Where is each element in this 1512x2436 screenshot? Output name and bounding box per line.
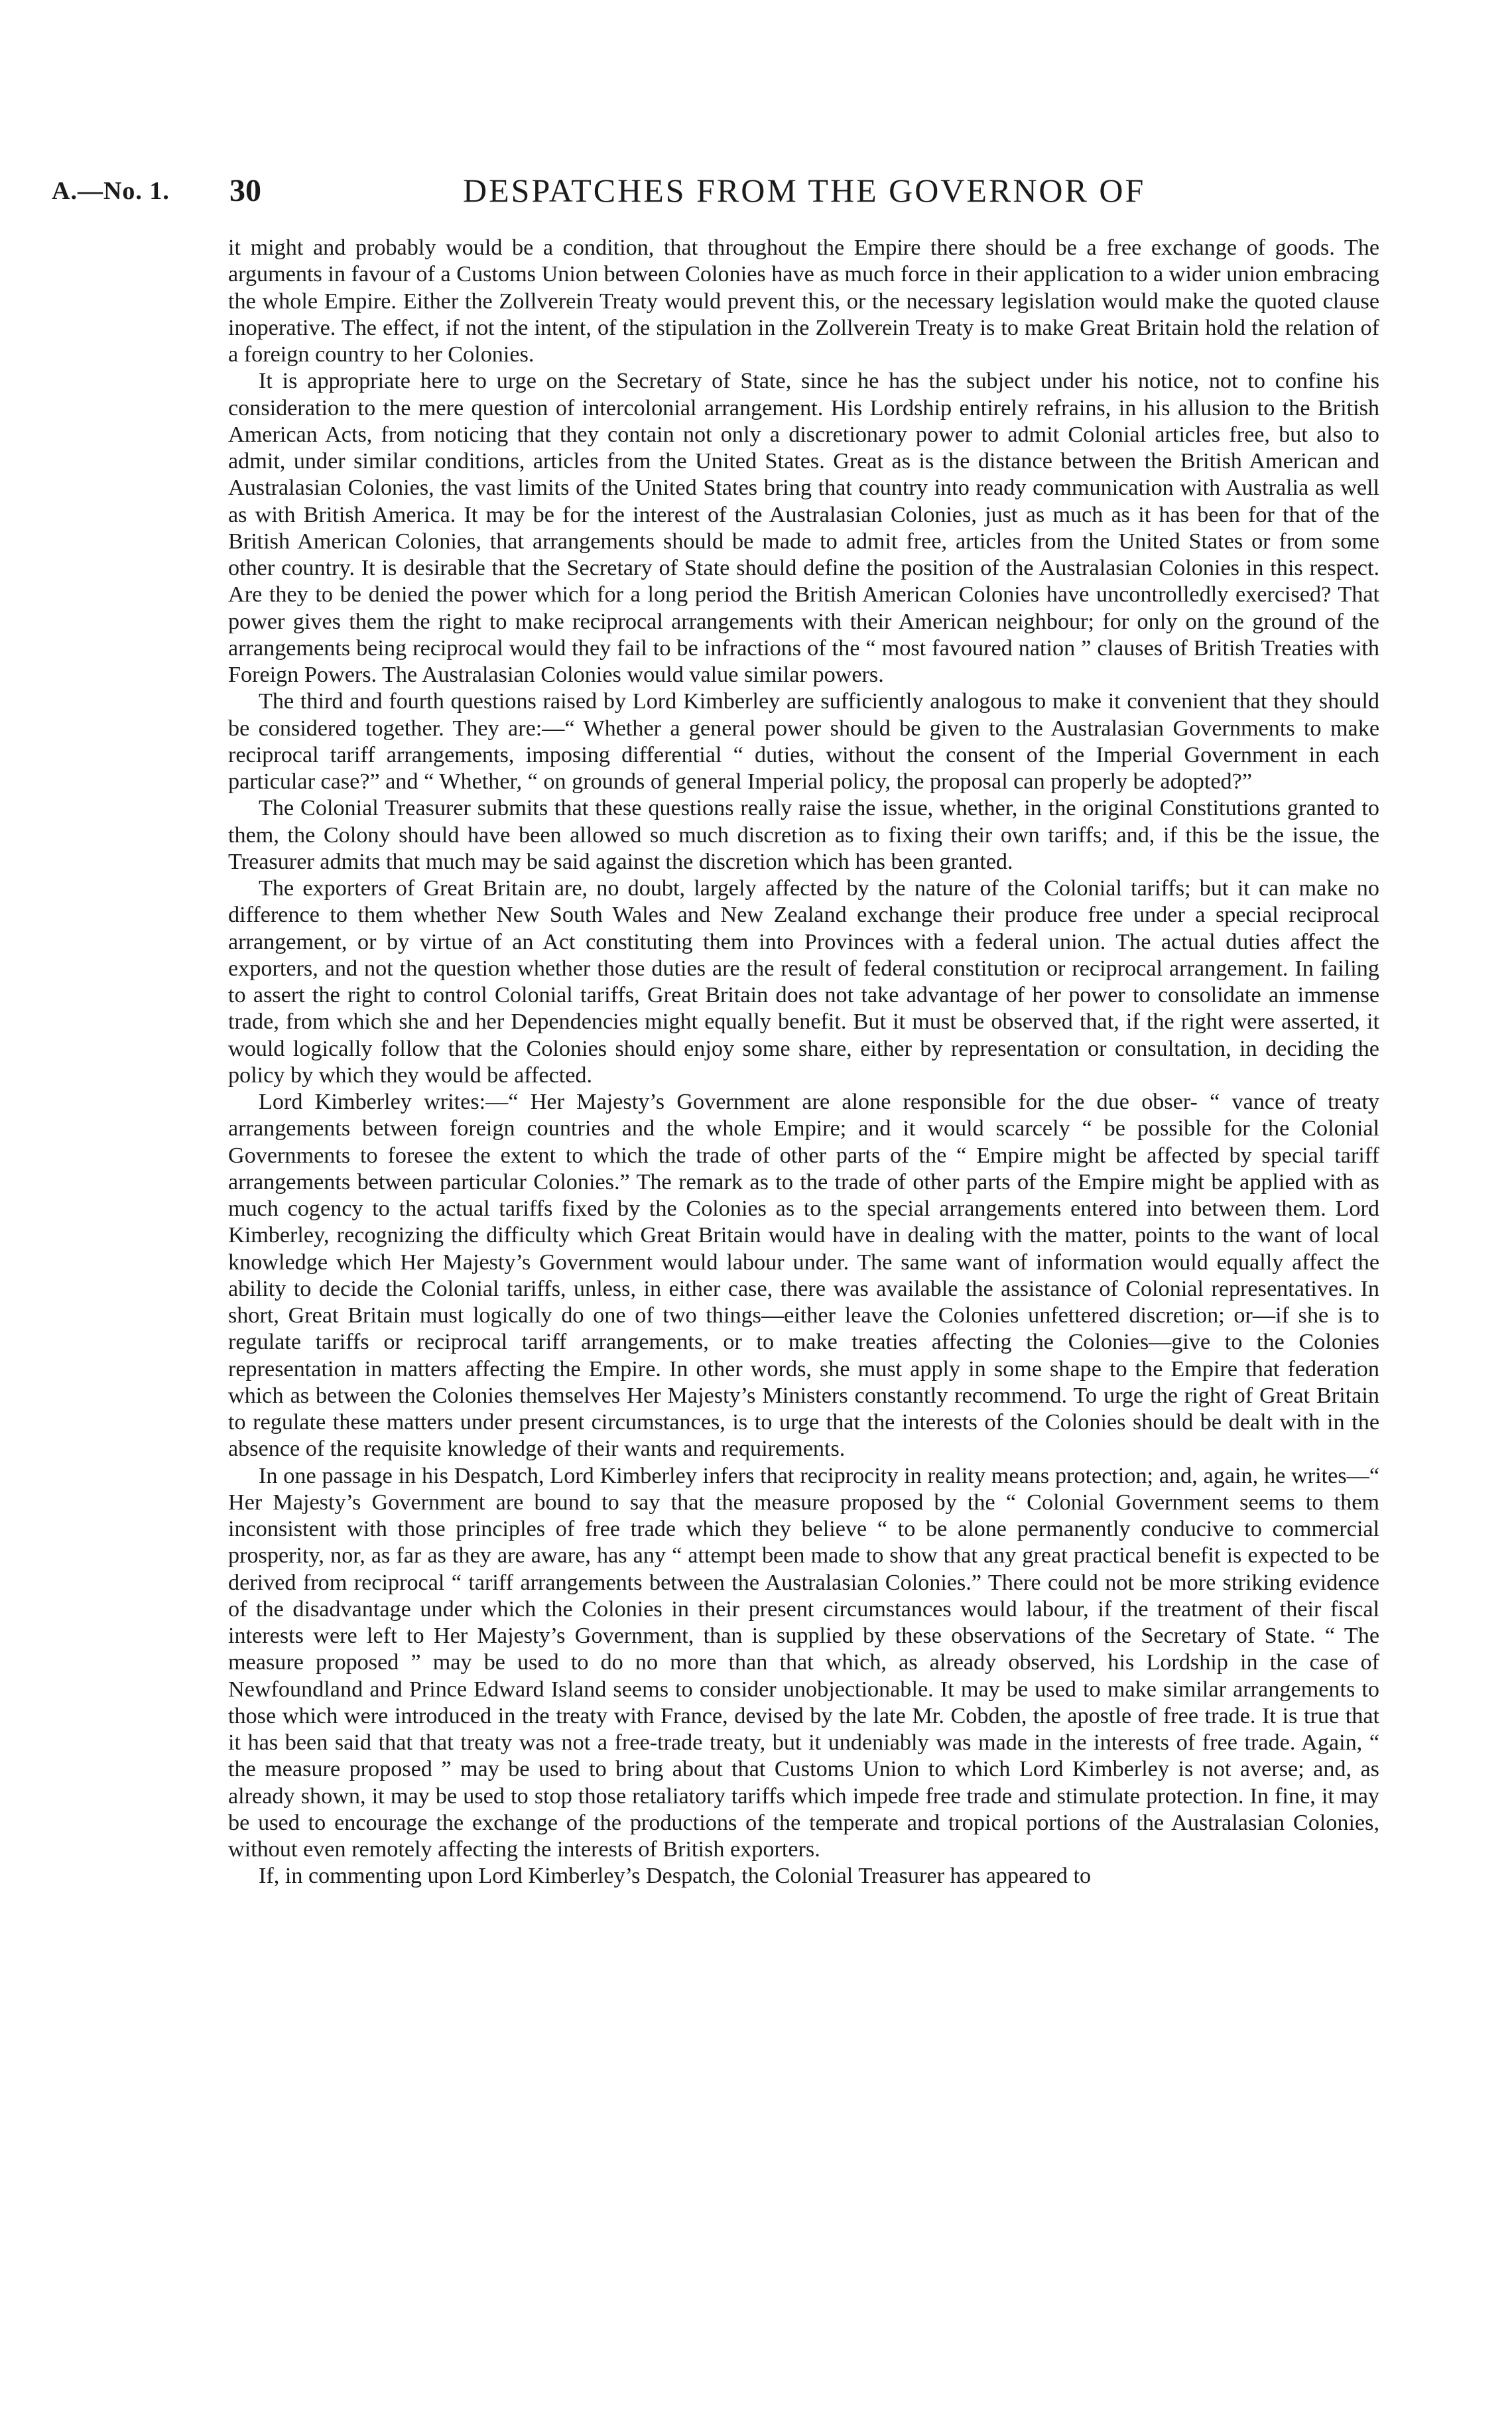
paragraph-3: The third and fourth questions raised by Lord Kimberley are sufficiently analogous to make it convenient that they should be considered together. They are:—“ Whether a general power should be given to the Australasian Governments to make reciprocal tariff arrangements, imposing differential “ duties, without the consent of the Imperial Government in each particular case?” and “ Whether, “ on grounds of general Imperial policy, the proposal can properly be adopted?” <box>228 689 1379 794</box>
paragraph-5: The exporters of Great Britain are, no doubt, largely affected by the nature of the Colonial tariffs; but it can make no difference to them whether New South Wales and New Zealand exchange their produce free under a special reciprocal arrangement, or by virtue of an Act constituting them into Provinces with a federal union. The actual duties affect the exporters, and not the question whether those duties are the result of federal constitution or reciprocal arrangement. In failing to assert the right to control Colonial tariffs, Great Britain does not take advantage of her power to consolidate an immense trade, from which she and her Dependencies might equally benefit. But it must be observed that, if the right were asserted, it would logically follow that the Colonies should enjoy some share, either by representation or consultation, in deciding the policy by which they would be affected. <box>228 876 1379 1088</box>
paragraph-8: If, in commenting upon Lord Kimberley’s Despatch, the Colonial Treasurer has appeared to <box>259 1864 1092 1889</box>
page-number: 30 <box>229 173 261 208</box>
page-header <box>52 171 1460 211</box>
paragraph-7: In one passage in his Despatch, Lord Kimberley infers that reciprocity in reality means protection; and, again, he writes—“ Her Majesty’s Government are bound to say that the measure proposed by the “ Colonial Government seems to them inconsistent with those principles of free trade which they believe “ to be alone permanently conducive to commercial prosperity, nor, as far as they are aware, has any “ attempt been made to show that any great practical benefit is expected to be derived from reciprocal “ tariff arrangements between the Australasian Colonies.” There could not be more striking evidence of the disadvantage under which the Colonies in their present circumstances would labour, if the treatment of their fiscal interests were left to Her Majesty’s Government, than is supplied by these observations of the Secretary of State. “ The measure proposed ” may be used to do no more than that which, as already observed, his Lordship in the case of Newfoundland and Prince Edward Island seems to consider unobjectionable. It may be used to make similar arrangements to those which were introduced in the treaty with France, devised by the late Mr. Cobden, the apostle of free trade. It is true that it has been said that that treaty was not a free-trade treaty, but it undeniably was made in the interests of free trade. Again, “ the measure proposed ” may be used to bring about that Customs Union to which Lord Kimberley is not averse; and, as already shown, it may be used to stop those retaliatory tariffs which impede free trade and stimulate protection. In fine, it may be used to encourage the exchange of the productions of the temperate and tropical portions of the Australasian Colonies, without even remotely affecting the interests of British exporters. <box>228 1463 1379 1862</box>
section-reference: A.—No. 1. <box>52 177 170 205</box>
running-title: DESPATCHES FROM THE GOVERNOR OF <box>463 172 1146 209</box>
body-text <box>228 235 1379 1890</box>
paragraph-2: It is appropriate here to urge on the Secretary of State, since he has the subject under his notice, not to confine his consideration to the mere question of intercolonial arrangement. His Lordship entirely refrains, in his allusion to the British American Acts, from noticing that they contain not only a discretionary power to admit Colonial articles free, but also to admit, under similar conditions, articles from the United States. Great as is the distance between the British American and Australasian Colonies, the vast limits of the United States bring that country into ready communication with Australia as well as with British America. It may be for the interest of the Australasian Colonies, just as much as it has been for that of the British American Colonies, that arrangements should be made to admit free, articles from the United States or from some other country. It is desirable that the Secretary of State should define the position of the Australasian Colonies in this respect. Are they to be denied the power which for a long period the British American Colonies have uncontrolledly exercised? That power gives them the right to make reciprocal arrangements with their American neighbour; for only on the ground of the arrangements being reciprocal would they fail to be infractions of the “ most favoured nation ” clauses of British Treaties with Foreign Powers. The Australasian Colonies would value similar powers. <box>228 369 1379 687</box>
paragraph-1: it might and probably would be a condition, that throughout the Empire there should be a free exchange of goods. The arguments in favour of a Customs Union between Colonies have as much force in their application to a wider union embracing the whole Empire. Either the Zollverein Treaty would prevent this, or the necessary legislation would make the quoted clause inoperative. The effect, if not the intent, of the stipulation in the Zollverein Treaty is to make Great Britain hold the relation of a foreign country to her Colonies. <box>228 235 1379 367</box>
paragraph-4: The Colonial Treasurer submits that these questions really raise the issue, whether, in the original Constitutions granted to them, the Colony should have been allowed so much discretion as to fixing their own tariffs; and, if this be the issue, the Treasurer admits that much may be said against the discretion which has been granted. <box>228 796 1379 874</box>
paragraph-6: Lord Kimberley writes:—“ Her Majesty’s Government are alone responsible for the due obser- “ vance of treaty arrangements between foreign countries and the whole Empire; and it would scarcely “ be possible for the Colonial Governments to foresee the extent to which the trade of other parts of the “ Empire might be affected by special tariff arrangements between particular Colonies.” The remark as to the trade of other parts of the Empire might be applied with as much cogency to the actual tariffs fixed by the Colonies as to the special arrangements entered into between them. Lord Kimberley, recognizing the difficulty which Great Britain would have in dealing with the matter, points to the want of local knowledge which Her Majesty’s Government would labour under. The same want of information would equally affect the ability to decide the Colonial tariffs, unless, in either case, there was available the assistance of Colonial representatives. In short, Great Britain must logically do one of two things—either leave the Colonies unfettered discretion; or—if she is to regulate tariffs or reciprocal tariff arrangements, or to make treaties affecting the Colonies—give to the Colonies representation in matters affecting the Empire. In other words, she must apply in some shape to the Empire that federation which as between the Colonies themselves Her Majesty’s Ministers constantly recommend. To urge the right of Great Britain to regulate these matters under present circumstances, is to urge that the interests of the Colonies should be dealt with in the absence of the requisite knowledge of their wants and requirements. <box>228 1090 1379 1462</box>
